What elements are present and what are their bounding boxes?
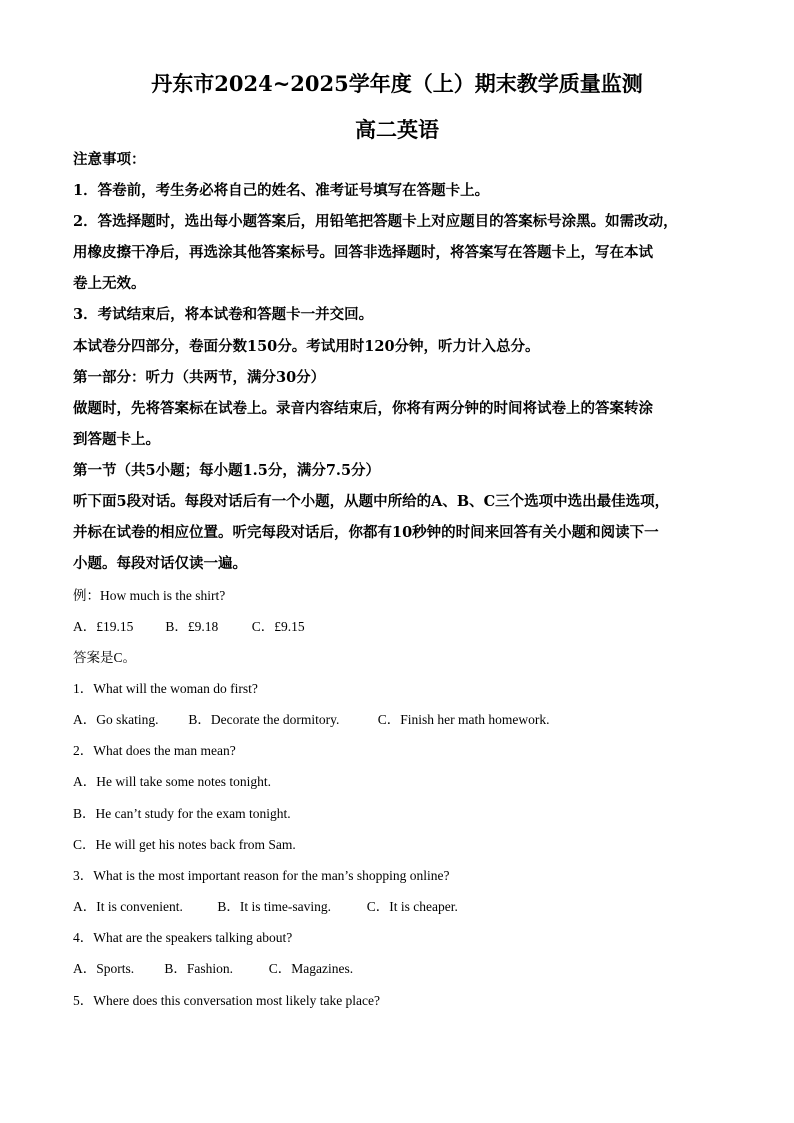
question-2-stem: 2．What does the man mean?: [73, 743, 236, 758]
question-4-stem: 4．What are the speakers talking about?: [73, 930, 293, 945]
part1-intro-line-2: 到答题卡上。: [73, 431, 160, 448]
example-option-b: B．£9.18: [165, 619, 219, 634]
exam-title: 丹东市2024~2025学年度（上）期末教学质量监测: [151, 71, 643, 96]
question-2-option-c: C．He will get his notes back from Sam.: [73, 837, 296, 852]
question-4-option-b: B．Fashion.: [164, 961, 234, 976]
question-3-option-a: A．It is convenient.: [73, 899, 183, 914]
question-4-options: [73, 960, 723, 978]
question-3-option-c: C．It is cheaper.: [366, 899, 458, 914]
part1-heading: 第一部分：听力（共两节，满分30分）: [73, 369, 326, 386]
question-2-option-b: B．He can’t study for the exam tonight.: [73, 806, 291, 821]
notice-item-2-line-1: 2．答选择题时，选出每小题答案后，用铅笔把答题卡上对应题目的答案标号涂黑。如需改动，: [73, 213, 678, 230]
question-1-stem: 1．What will the woman do first?: [73, 681, 258, 696]
question-4-option-a: A．Sports.: [73, 961, 135, 976]
example-answer: 答案是C。: [73, 650, 137, 665]
notice-item-1: 1．答卷前，考生务必将自己的姓名、准考证号填写在答题卡上。: [73, 182, 490, 199]
question-3-option-b: B．It is time-saving.: [217, 899, 331, 914]
question-1-option-b: B．Decorate the dormitory.: [188, 712, 340, 727]
question-3-stem: 3．What is the most important reason for the man’s shopping online?: [73, 868, 450, 883]
notice-item-2-line-2: 用橡皮擦干净后，再选涂其他答案标号。回答非选择题时，将答案写在答题卡上，写在本试: [73, 244, 653, 261]
section1-heading: 第一节（共5小题；每小题1.5分，满分7.5分）: [73, 462, 381, 479]
question-1-option-a: A．Go skating.: [73, 712, 159, 727]
example-question: 例：How much is the shirt?: [73, 588, 226, 603]
example-option-c: C．£9.15: [251, 619, 305, 634]
part1-intro-line-1: 做题时，先将答案标在试卷上。录音内容结束后，你将有两分钟的时间将试卷上的答案转涂: [73, 400, 653, 417]
section1-instruction-line-1: 听下面5段对话。每段对话后有一个小题，从题中所给的A、B、C三个选项中选出最佳选项，: [73, 493, 670, 510]
exam-subtitle: 高二英语: [355, 117, 439, 142]
section1-instruction-line-3: 小题。每段对话仅读一遍。: [73, 555, 247, 572]
question-5-stem: 5．Where does this conversation most likely take place?: [73, 993, 381, 1008]
question-2-option-a: A．He will take some notes tonight.: [73, 774, 271, 789]
question-4-option-c: C．Magazines.: [268, 961, 354, 976]
notice-heading: 注意事项：: [73, 151, 146, 168]
question-1-options: [73, 711, 723, 729]
notice-item-3: 3．考试结束后，将本试卷和答题卡一并交回。: [73, 306, 374, 323]
example-option-a: A．£19.15: [73, 619, 134, 634]
question-3-options: [73, 898, 723, 916]
exam-summary: 本试卷分四部分，卷面分数150分。考试用时120分钟，听力计入总分。: [73, 338, 540, 355]
notice-item-2-line-3: 卷上无效。: [73, 275, 146, 292]
section1-instruction-line-2: 并标在试卷的相应位置。听完每段对话后，你都有10秒钟的时间来回答有关小题和阅读下一: [73, 524, 659, 541]
example-options: [73, 618, 723, 636]
question-1-option-c: C．Finish her math homework.: [377, 712, 550, 727]
